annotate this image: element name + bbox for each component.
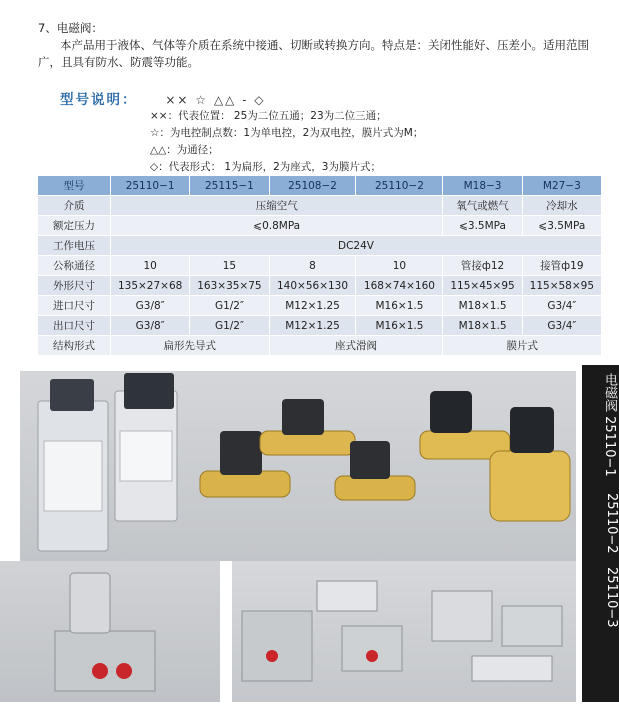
- table-row: [38, 216, 602, 236]
- table-cell: M18×1.5: [443, 296, 522, 316]
- table-cell: G3/8″: [111, 296, 190, 316]
- table-cell: 15: [190, 256, 269, 276]
- table-cell: 10: [356, 256, 443, 276]
- header-cell: M18−3: [443, 176, 522, 196]
- model-label: 型号说明：: [60, 92, 138, 108]
- row-label: 结构形式: [38, 336, 111, 356]
- table-cell: DC24V: [111, 236, 602, 256]
- header-cell: 25110−2: [356, 176, 443, 196]
- valve-illustrations-top: [20, 371, 576, 561]
- table-cell: G1/2″: [190, 316, 269, 336]
- table-cell: M18×1.5: [443, 316, 522, 336]
- table-cell: 168×74×160: [356, 276, 443, 296]
- table-cell: ⩽3.5MPa: [522, 216, 601, 236]
- header-cell: 型号: [38, 176, 111, 196]
- intro-paragraph: 本产品用于液体、气体等介质在系统中接通、切断或转换方向。特点是：关闭性能好、压差小。适用范围广，且具有防水、防震等功能。: [38, 38, 589, 69]
- legend-line-bore: △△：为通径；: [150, 144, 219, 156]
- product-photos: [0, 365, 619, 702]
- model-explanation: [60, 88, 265, 108]
- table-row: [38, 296, 602, 316]
- table-cell: 135×27×68: [111, 276, 190, 296]
- intro-section: [38, 20, 598, 71]
- table-cell: 115×58×95: [522, 276, 601, 296]
- legend-line-position: ××：代表位置： 25为二位五通；23为二位三通；: [150, 110, 387, 122]
- table-cell: 140×56×130: [269, 276, 356, 296]
- header-cell: M27−3: [522, 176, 601, 196]
- header-cell: 25115−1: [190, 176, 269, 196]
- table-cell: 管接ф12: [443, 256, 522, 276]
- table-cell: 压缩空气: [111, 196, 443, 216]
- legend-line-control: ☆：为电控制点数：1为单电控，2为双电控，膜片式为M；: [150, 127, 424, 139]
- table-cell: 接管ф19: [522, 256, 601, 276]
- table-cell: 8: [269, 256, 356, 276]
- row-label: 出口尺寸: [38, 316, 111, 336]
- table-cell: 10: [111, 256, 190, 276]
- legend-line-form: ◇：代表形式： 1为扁形，2为座式，3为膜片式；: [150, 161, 381, 173]
- row-label: 工作电压: [38, 236, 111, 256]
- table-cell: M12×1.25: [269, 296, 356, 316]
- spec-table: [37, 175, 602, 356]
- row-label: 公称通径: [38, 256, 111, 276]
- table-row: [38, 196, 602, 216]
- header-cell: 25108−2: [269, 176, 356, 196]
- table-cell: 座式滑阀: [269, 336, 443, 356]
- table-cell: 膜片式: [443, 336, 602, 356]
- table-row: [38, 316, 602, 336]
- table-cell: M12×1.25: [269, 316, 356, 336]
- row-label: 额定压力: [38, 216, 111, 236]
- row-label: 外形尺寸: [38, 276, 111, 296]
- table-cell: M16×1.5: [356, 296, 443, 316]
- product-photo-bottom-right: [232, 561, 576, 702]
- side-label-3: 25110−3: [604, 567, 619, 628]
- table-header-row: [38, 176, 602, 196]
- row-label: 介质: [38, 196, 111, 216]
- table-row: [38, 256, 602, 276]
- valve-illustrations-bottom: [232, 561, 576, 702]
- table-row: [38, 336, 602, 356]
- model-code: ×× ☆ △△ - ◇: [165, 93, 266, 107]
- table-cell: G3/8″: [111, 316, 190, 336]
- valve-illustration-left: [0, 561, 220, 702]
- table-cell: G3/4″: [522, 296, 601, 316]
- table-cell: 冷却水: [522, 196, 601, 216]
- table-cell: 氧气或燃气: [443, 196, 522, 216]
- side-label-2: 25110−2: [604, 493, 619, 554]
- product-photo-bottom-left: [0, 561, 220, 702]
- product-photo-top: [20, 371, 576, 561]
- table-cell: ⩽0.8MPa: [111, 216, 443, 236]
- table-cell: M16×1.5: [356, 316, 443, 336]
- table-cell: G1/2″: [190, 296, 269, 316]
- table-cell: 扁形先导式: [111, 336, 270, 356]
- section-heading: 7、电磁阀：: [38, 21, 103, 35]
- table-row: [38, 236, 602, 256]
- table-cell: 115×45×95: [443, 276, 522, 296]
- row-label: 进口尺寸: [38, 296, 111, 316]
- table-cell: G3/4″: [522, 316, 601, 336]
- table-row: [38, 276, 602, 296]
- table-cell: 163×35×75: [190, 276, 269, 296]
- side-label-1: 电磁阀 25110−1: [602, 373, 617, 477]
- model-legend: [150, 108, 423, 176]
- table-cell: ⩽3.5MPa: [443, 216, 522, 236]
- header-cell: 25110−1: [111, 176, 190, 196]
